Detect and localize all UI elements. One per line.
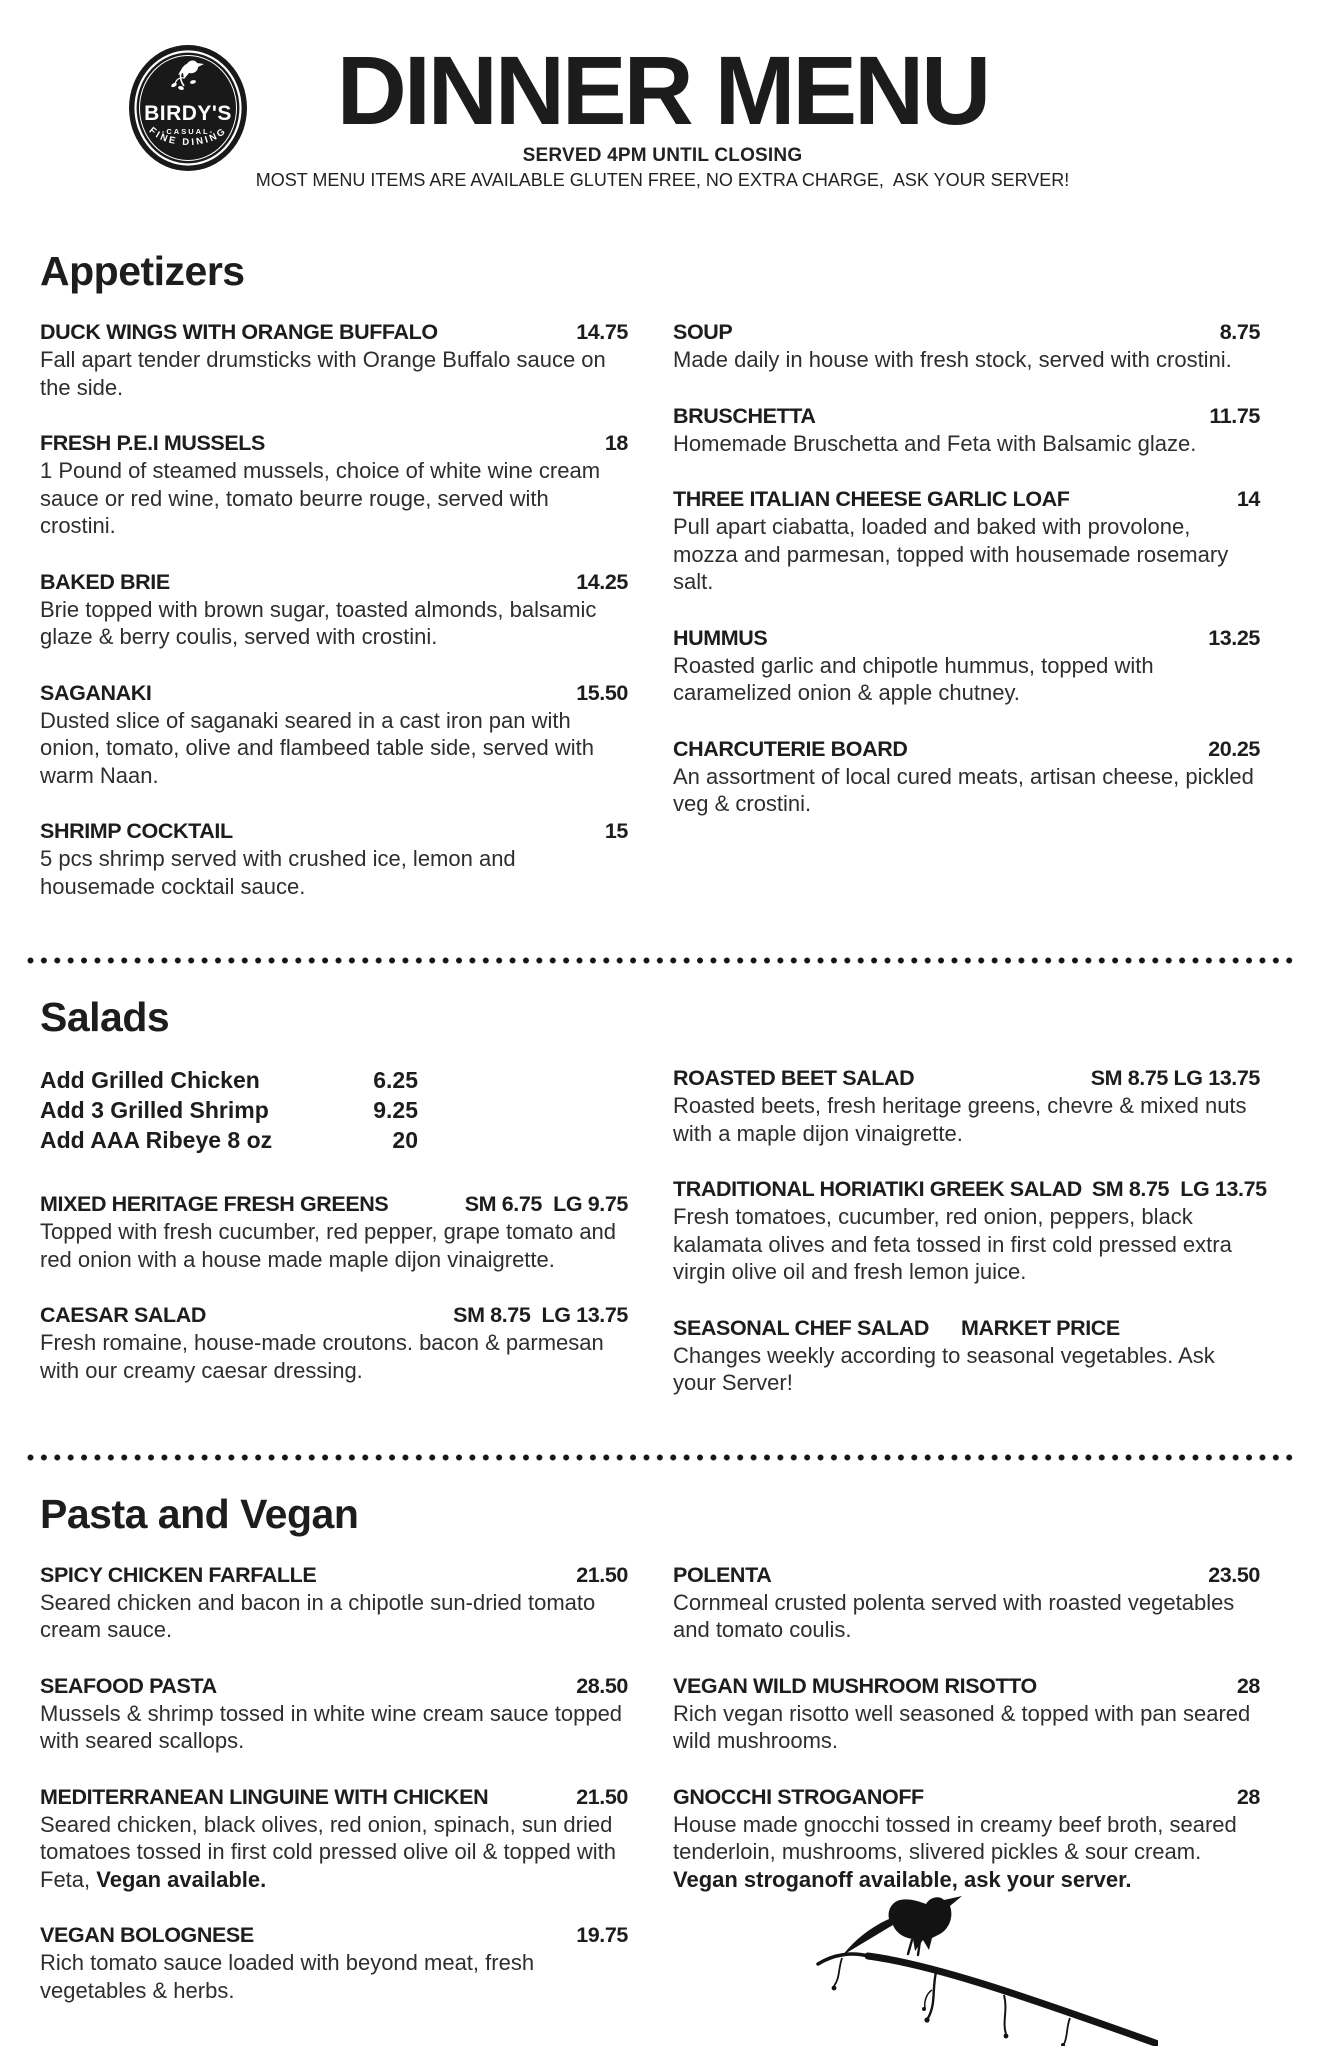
item-price: 21.50 bbox=[576, 1784, 628, 1809]
item-description bbox=[40, 707, 628, 790]
menu-item bbox=[40, 680, 628, 790]
item-name: POLENTA bbox=[673, 1562, 772, 1587]
menu-item-head bbox=[40, 680, 628, 707]
item-price: SM 8.75 LG 13.75 bbox=[453, 1303, 628, 1327]
item-name: VEGAN WILD MUSHROOM RISOTTO bbox=[673, 1673, 1037, 1698]
item-desc-text: Fresh tomatoes, cucumber, red onion, peppers, black kalamata olives and feta tossed in first cold pressed extra virgin olive oil and fresh lemon juice. bbox=[673, 1204, 1232, 1284]
item-desc-text: Seared chicken, black olives, red onion, spinach, sun dried tomatoes tossed in first cold pressed olive oil & topped with Feta, bbox=[40, 1811, 616, 1892]
item-description bbox=[40, 1700, 628, 1755]
salads-left-items bbox=[40, 1191, 628, 1384]
menu-item bbox=[673, 1315, 1260, 1397]
item-description bbox=[40, 1811, 628, 1894]
menu-item bbox=[40, 1673, 628, 1755]
menu-item-head bbox=[673, 1315, 1260, 1342]
item-name: SHRIMP COCKTAIL bbox=[40, 819, 233, 843]
logo-tagline-bottom: FINE DINING bbox=[146, 125, 230, 149]
salads-left-column bbox=[40, 1065, 628, 1426]
item-desc-text: Rich tomato sauce loaded with beyond meat, fresh vegetables & herbs. bbox=[40, 1950, 535, 2003]
menu-item bbox=[40, 319, 628, 401]
menu-item bbox=[673, 1065, 1260, 1147]
item-name: SAGANAKI bbox=[40, 680, 152, 705]
addon-label: Add 3 Grilled Shrimp bbox=[40, 1097, 269, 1123]
menu-item bbox=[673, 736, 1260, 818]
item-price: 13.25 bbox=[1208, 625, 1260, 650]
item-price: 19.75 bbox=[576, 1923, 628, 1947]
dotted-divider bbox=[27, 957, 1298, 964]
item-desc-text: Rich vegan risotto well seasoned & topped with pan seared wild mushrooms. bbox=[673, 1700, 1251, 1753]
addon-price: 9.25 bbox=[373, 1097, 418, 1123]
item-description bbox=[673, 763, 1260, 818]
item-description bbox=[673, 1700, 1260, 1755]
menu-item-head bbox=[40, 1922, 628, 1949]
item-desc-text: An assortment of local cured meats, artisan cheese, pickled veg & crostini. bbox=[673, 763, 1254, 816]
menu-item bbox=[40, 818, 628, 900]
item-description bbox=[673, 652, 1260, 707]
item-description bbox=[40, 845, 628, 900]
item-name: SEASONAL CHEF SALAD bbox=[673, 1315, 929, 1340]
menu-item-head bbox=[40, 818, 628, 845]
addon-label: Add Grilled Chicken bbox=[40, 1067, 260, 1093]
bird-on-branch-illustration bbox=[808, 1878, 1158, 2051]
menu-item-head bbox=[40, 1784, 628, 1811]
item-description bbox=[40, 1589, 628, 1644]
pasta-left-column bbox=[40, 1562, 628, 2034]
logo-tagline-top: -CASUAL- bbox=[161, 127, 215, 136]
item-desc-text: Roasted garlic and chipotle hummus, topped with caramelized onion & apple chutney. bbox=[673, 652, 1154, 705]
page-title: DINNER MENU bbox=[336, 36, 989, 145]
menu-item-head bbox=[673, 1673, 1260, 1700]
menu-item-head bbox=[40, 1673, 628, 1700]
item-description bbox=[673, 513, 1260, 596]
item-price: 18 bbox=[604, 431, 628, 455]
menu-header bbox=[0, 36, 1325, 214]
item-name: TRADITIONAL HORIATIKI GREEK SALAD bbox=[673, 1177, 1082, 1201]
menu-item bbox=[673, 625, 1260, 707]
section-appetizers bbox=[0, 248, 1325, 929]
item-price: 11.75 bbox=[1209, 403, 1260, 428]
menu-item bbox=[673, 403, 1260, 458]
item-price: SM 8.75 LG 13.75 bbox=[1090, 1066, 1260, 1090]
item-price: 20.25 bbox=[1208, 736, 1260, 761]
menu-item-head bbox=[40, 430, 628, 457]
item-desc-text: Changes weekly according to seasonal vegetables. Ask your Server! bbox=[673, 1342, 1215, 1395]
menu-item-head bbox=[673, 1065, 1260, 1092]
salad-addon-row bbox=[40, 1125, 418, 1155]
logo-name: BIRDY'S bbox=[144, 102, 232, 125]
item-price: SM 8.75 LG 13.75 bbox=[1091, 1177, 1267, 1201]
item-price: 14.25 bbox=[576, 569, 628, 594]
item-name: BRUSCHETTA bbox=[673, 403, 816, 428]
item-price: SM 6.75 LG 9.75 bbox=[464, 1192, 628, 1216]
item-description bbox=[673, 1589, 1260, 1644]
menu-item-head bbox=[673, 403, 1260, 430]
item-desc-text: Pull apart ciabatta, loaded and baked with provolone, mozza and parmesan, topped with housemade rosemary salt. bbox=[673, 514, 1229, 594]
item-name: SEAFOOD PASTA bbox=[40, 1673, 217, 1698]
item-price: 28.50 bbox=[576, 1673, 628, 1698]
item-description bbox=[673, 1342, 1260, 1397]
salad-addon-row bbox=[40, 1065, 418, 1095]
item-description bbox=[40, 457, 628, 540]
menu-item-head bbox=[40, 1302, 628, 1329]
item-desc-text: Fall apart tender drumsticks with Orange Buffalo sauce on the side. bbox=[40, 347, 606, 400]
item-name: CAESAR SALAD bbox=[40, 1303, 207, 1327]
item-name: BAKED BRIE bbox=[40, 569, 170, 594]
menu-item bbox=[673, 319, 1260, 374]
menu-item-head bbox=[40, 1562, 628, 1589]
item-desc-text: Topped with fresh cucumber, red pepper, grape tomato and red onion with a house made maple dijon vinaigrette. bbox=[40, 1219, 617, 1272]
item-name: CHARCUTERIE BOARD bbox=[673, 736, 908, 761]
appetizers-left-column bbox=[40, 319, 628, 929]
menu-item-head bbox=[673, 1176, 1267, 1203]
item-desc-text: Mussels & shrimp tossed in white wine cream sauce topped with seared scallops. bbox=[40, 1700, 623, 1753]
dotted-divider bbox=[27, 1454, 1298, 1461]
menu-item-head bbox=[673, 319, 1260, 346]
menu-item bbox=[673, 1176, 1267, 1286]
item-desc-text: Dusted slice of saganaki seared in a cast iron pan with onion, tomato, olive and flambeed table side, served with warm Naan. bbox=[40, 707, 594, 788]
menu-item-head bbox=[40, 1191, 628, 1218]
menu-item bbox=[673, 486, 1260, 596]
item-price: 23.50 bbox=[1208, 1562, 1260, 1587]
menu-item-head bbox=[673, 736, 1260, 763]
item-desc-text: 5 pcs shrimp served with crushed ice, lemon and housemade cocktail sauce. bbox=[40, 846, 516, 899]
salad-addon-row bbox=[40, 1095, 418, 1125]
item-desc-bold: Vegan stroganoff available, ask your server. bbox=[673, 1866, 1132, 1892]
salad-addons bbox=[40, 1065, 628, 1155]
addon-price: 6.25 bbox=[373, 1067, 418, 1093]
item-desc-text: Cornmeal crusted polenta served with roasted vegetables and tomato coulis. bbox=[673, 1589, 1235, 1642]
pasta-heading: Pasta and Vegan bbox=[40, 1490, 359, 1537]
item-name: VEGAN BOLOGNESE bbox=[40, 1923, 254, 1947]
item-name: FRESH P.E.I MUSSELS bbox=[40, 431, 265, 455]
item-desc-bold: Vegan available. bbox=[96, 1866, 267, 1892]
item-description bbox=[673, 346, 1260, 374]
menu-item-head bbox=[673, 1784, 1260, 1811]
item-price: 15 bbox=[604, 819, 628, 843]
addon-price: 20 bbox=[392, 1127, 418, 1153]
menu-item-head bbox=[40, 569, 628, 596]
gluten-free-note: MOST MENU ITEMS ARE AVAILABLE GLUTEN FREE, NO EXTRA CHARGE, ASK YOUR SERVER! bbox=[255, 170, 1070, 190]
item-description bbox=[40, 1329, 628, 1384]
item-name: GNOCCHI STROGANOFF bbox=[673, 1784, 924, 1809]
item-description bbox=[40, 346, 628, 401]
item-desc-text: Roasted beets, fresh heritage greens, chevre & mixed nuts with a maple dijon vinaigrette. bbox=[673, 1093, 1247, 1146]
item-desc-text: 1 Pound of steamed mussels, choice of white wine cream sauce or red wine, tomato beurre rouge, served with crostini. bbox=[40, 458, 601, 538]
item-name: MEDITERRANEAN LINGUINE WITH CHICKEN bbox=[40, 1784, 489, 1809]
appetizers-heading: Appetizers bbox=[40, 248, 245, 294]
item-name: MIXED HERITAGE FRESH GREENS bbox=[40, 1192, 389, 1216]
item-price: 15.50 bbox=[576, 680, 628, 705]
item-name: THREE ITALIAN CHEESE GARLIC LOAF bbox=[673, 487, 1070, 511]
item-name: ROASTED BEET SALAD bbox=[673, 1066, 915, 1090]
item-desc-text: Homemade Bruschetta and Feta with Balsamic glaze. bbox=[673, 430, 1197, 456]
item-description bbox=[40, 1949, 628, 2004]
item-description bbox=[40, 596, 628, 651]
addon-label: Add AAA Ribeye 8 oz bbox=[40, 1127, 273, 1153]
item-price: 8.75 bbox=[1219, 320, 1260, 344]
section-salads bbox=[0, 994, 1325, 1426]
item-description bbox=[673, 430, 1260, 458]
menu-item bbox=[673, 1784, 1260, 1894]
salads-right-column bbox=[673, 1065, 1267, 1426]
item-desc-text: Brie topped with brown sugar, toasted almonds, balsamic glaze & berry coulis, served with crostini. bbox=[40, 596, 597, 649]
menu-item-head bbox=[673, 486, 1260, 513]
appetizers-columns bbox=[0, 319, 1325, 929]
item-price: 14.75 bbox=[576, 320, 628, 344]
item-desc-text: House made gnocchi tossed in creamy beef broth, seared tenderloin, mushrooms, slivered pickles & sour cream. bbox=[673, 1811, 1237, 1864]
menu-item bbox=[40, 1922, 628, 2004]
birdys-logo bbox=[126, 42, 250, 179]
item-name: SPICY CHICKEN FARFALLE bbox=[40, 1562, 317, 1587]
salads-heading: Salads bbox=[40, 994, 170, 1040]
menu-item bbox=[673, 1562, 1260, 1644]
bird-branch-icon bbox=[808, 1878, 1158, 2046]
menu-item bbox=[673, 1673, 1260, 1755]
birdys-logo-badge bbox=[126, 42, 250, 174]
item-name: DUCK WINGS WITH ORANGE BUFFALO bbox=[40, 320, 438, 344]
item-price: 14 bbox=[1236, 487, 1260, 511]
item-desc-text: Made daily in house with fresh stock, served with crostini. bbox=[673, 347, 1232, 372]
menu-item bbox=[40, 430, 628, 540]
menu-item-head bbox=[40, 319, 628, 346]
menu-item bbox=[40, 1562, 628, 1644]
menu-item bbox=[40, 1191, 628, 1273]
item-price: MARKET PRICE bbox=[961, 1315, 1120, 1340]
menu-item bbox=[40, 1302, 628, 1384]
menu-item-head bbox=[673, 1562, 1260, 1589]
item-desc-text: Seared chicken and bacon in a chipotle sun-dried tomato cream sauce. bbox=[40, 1589, 596, 1642]
item-name: HUMMUS bbox=[673, 625, 768, 650]
appetizers-right-column bbox=[673, 319, 1260, 929]
item-description bbox=[673, 1203, 1260, 1286]
item-desc-text: Fresh romaine, house-made croutons. bacon & parmesan with our creamy caesar dressing. bbox=[40, 1330, 604, 1383]
item-price: 28 bbox=[1236, 1673, 1260, 1698]
item-description bbox=[673, 1092, 1260, 1147]
menu-item bbox=[40, 569, 628, 651]
salads-columns bbox=[0, 1065, 1325, 1426]
item-price: 28 bbox=[1236, 1784, 1260, 1809]
menu-item bbox=[40, 1784, 628, 1894]
item-name: SOUP bbox=[673, 320, 733, 344]
served-hours: SERVED 4PM UNTIL CLOSING bbox=[522, 145, 803, 166]
item-description bbox=[40, 1218, 628, 1273]
item-price: 21.50 bbox=[576, 1562, 628, 1587]
menu-item-head bbox=[673, 625, 1260, 652]
